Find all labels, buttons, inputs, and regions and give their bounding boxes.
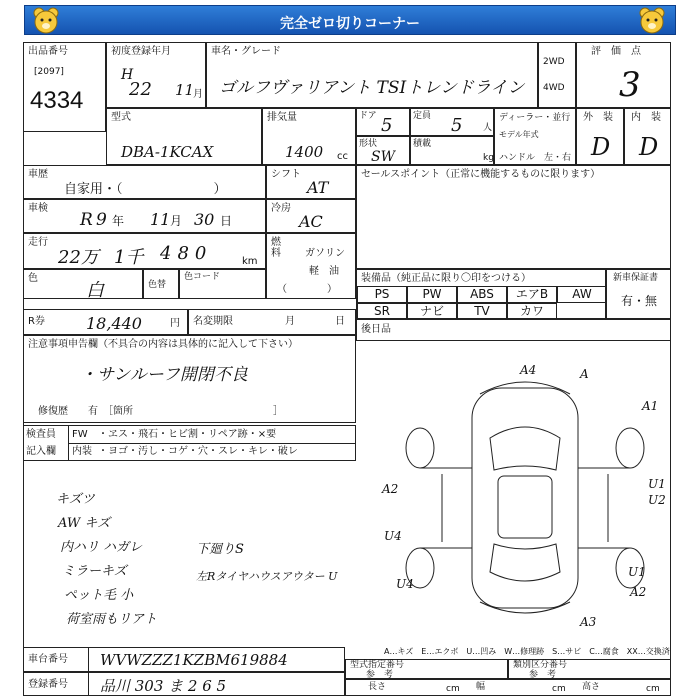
mileage-label: 走行 bbox=[28, 237, 48, 248]
lot-number: 4334 bbox=[30, 87, 84, 114]
ac-cell bbox=[266, 199, 356, 233]
mascot-bear-icon bbox=[637, 6, 667, 36]
inspection-cell bbox=[23, 199, 266, 233]
load-label: 積載 bbox=[413, 139, 432, 149]
color-value: 白 bbox=[86, 280, 104, 301]
mileage-unit: km bbox=[242, 256, 258, 267]
banner-title: 完全ゼロ切りコーナー bbox=[280, 16, 420, 32]
color-swatch-cell bbox=[143, 269, 179, 299]
inspector-fw-label: FW bbox=[72, 429, 88, 440]
name-change-cell bbox=[188, 309, 356, 335]
score-cell bbox=[576, 42, 671, 108]
color-cell bbox=[23, 269, 143, 299]
color-label: 色 bbox=[28, 273, 38, 284]
color-code-cell bbox=[179, 269, 266, 299]
inspection-label: 車検 bbox=[28, 203, 48, 214]
dealer-label: ディーラー・並行 bbox=[499, 113, 571, 123]
header-banner bbox=[24, 5, 676, 35]
dims-width: 幅 bbox=[476, 682, 486, 692]
mileage-sen: 1千 bbox=[114, 247, 144, 268]
color-swatch-label: 色替 bbox=[148, 280, 167, 290]
lot-label: 出品番号 bbox=[28, 46, 68, 57]
displacement-cell bbox=[262, 108, 356, 165]
shape-label: 形状 bbox=[359, 139, 378, 149]
dealer-cell bbox=[494, 108, 576, 165]
mileage-man: 22万 bbox=[58, 247, 99, 268]
damage-mark: U4 bbox=[384, 529, 402, 543]
model-cell bbox=[106, 108, 262, 165]
equipment-item: PS bbox=[357, 286, 407, 303]
equipment-label: 装備品（純正品に限り〇印をつける） bbox=[361, 273, 531, 284]
capacity-cell bbox=[410, 108, 494, 136]
warranty-cell bbox=[606, 269, 671, 319]
equipment-item: PW bbox=[407, 286, 457, 303]
damage-mark: A4 bbox=[520, 363, 537, 377]
registration-month-unit: 月 bbox=[193, 89, 203, 100]
doors-cell bbox=[356, 108, 410, 136]
fuel-label: 燃料 bbox=[271, 237, 281, 259]
equipment-item: AW bbox=[557, 286, 607, 303]
drive-2wd: 2WD bbox=[543, 57, 565, 67]
inspection-month-unit: 月 bbox=[170, 214, 183, 228]
dims-unit-2: cm bbox=[552, 684, 566, 694]
recycle-value: 18,440 bbox=[86, 314, 142, 333]
shift-value: AT bbox=[307, 178, 329, 197]
class-number-label: 類別区分番号 bbox=[513, 660, 568, 670]
lot-cell bbox=[23, 42, 106, 132]
recycle-label: R券 bbox=[28, 316, 45, 327]
equipment-item: エアB bbox=[507, 286, 557, 303]
displacement-value: 1400 bbox=[285, 143, 324, 161]
inspector-label-2: 記入欄 bbox=[26, 446, 56, 457]
dimensions-cell bbox=[345, 679, 671, 696]
handwritten-note: キズツ bbox=[56, 492, 95, 507]
dims-unit-1: cm bbox=[446, 684, 460, 694]
load-unit: kg bbox=[483, 153, 494, 163]
warranty-label: 新車保証書 bbox=[613, 273, 659, 283]
class-number-cell bbox=[508, 659, 671, 679]
inspector-label-1: 検査員 bbox=[26, 429, 56, 440]
doors-value: 5 bbox=[381, 115, 393, 136]
handwritten-notes bbox=[56, 488, 206, 638]
inspection-year: 9 bbox=[96, 210, 107, 230]
shift-cell bbox=[266, 165, 356, 199]
name-change-month: 月 bbox=[285, 316, 295, 327]
shape-value: SW bbox=[371, 149, 395, 165]
dealer-model-year: モデル年式 bbox=[499, 130, 539, 139]
inspection-day: 30 bbox=[194, 210, 215, 229]
shift-label: シフト bbox=[271, 169, 301, 180]
model-label: 型式 bbox=[111, 112, 131, 123]
plate-cell bbox=[23, 672, 345, 696]
chassis-cell bbox=[23, 647, 345, 672]
ac-label: 冷房 bbox=[271, 203, 291, 214]
damage-mark: A1 bbox=[642, 399, 659, 413]
interior-label: 内 装 bbox=[631, 112, 661, 123]
shape-cell bbox=[356, 136, 410, 165]
lot-id: [2097] bbox=[34, 67, 64, 77]
plate-label: 登録番号 bbox=[28, 679, 68, 690]
damage-mark: A bbox=[580, 367, 589, 381]
dealer-handle: ハンドル 左・右 bbox=[499, 153, 572, 163]
exterior-score-cell bbox=[576, 108, 624, 165]
equipment-item: TV bbox=[457, 303, 507, 320]
category-value: 自家用・（ ） bbox=[64, 182, 227, 197]
damage-mark: U4 bbox=[396, 577, 414, 591]
damage-legend: A…キズ E…エクボ U…凹み W…修理跡 S…サビ C…腐食 XX…交換済 bbox=[384, 647, 670, 656]
diagram-note-underbody: 下廻りS bbox=[196, 542, 244, 557]
load-cell bbox=[410, 136, 494, 165]
dims-unit-3: cm bbox=[646, 684, 660, 694]
handwritten-note: ペット毛 小 bbox=[64, 588, 134, 603]
sales-point-cell bbox=[356, 165, 671, 269]
inspector-interior-options: ・ヨゴ・汚し・コゲ・穴・スレ・キレ・破レ bbox=[98, 446, 298, 457]
doors-label: ドア bbox=[359, 111, 377, 121]
damage-mark: A2 bbox=[382, 482, 399, 496]
warranty-value: 有・無 bbox=[621, 294, 658, 308]
type-designation-cell bbox=[345, 659, 508, 679]
fuel-other: （ ） bbox=[277, 284, 337, 295]
equipment-cell bbox=[356, 269, 606, 319]
chassis-label: 車台番号 bbox=[28, 654, 68, 665]
legend-row bbox=[356, 645, 671, 659]
drive-cell bbox=[538, 42, 576, 108]
category-cell bbox=[23, 165, 266, 199]
equipment-item: ABS bbox=[457, 286, 507, 303]
model-value: DBA-1KCAX bbox=[121, 143, 214, 161]
capacity-value: 5 bbox=[451, 115, 463, 136]
rear-items-cell bbox=[356, 319, 671, 341]
recycle-unit: 円 bbox=[170, 318, 180, 329]
repair-history: 修復歴 有 ［箇所 ］ bbox=[38, 406, 283, 417]
type-designation-ref: 参 考 bbox=[366, 670, 394, 680]
plate-value: 品川 303 ま 2 6 5 bbox=[100, 677, 227, 695]
notes-label: 注意事項申告欄（不具合の内容は具体的に記入して下さい） bbox=[28, 339, 298, 350]
chassis-value: WVWZZZ1KZBM619884 bbox=[100, 651, 288, 669]
name-change-label: 名変期限 bbox=[193, 316, 233, 327]
sales-point-label: セールスポイント（正常に機能するものに限ります） bbox=[361, 169, 601, 180]
mileage-cell bbox=[23, 233, 266, 269]
handwritten-note: 荷室雨もリアト bbox=[66, 612, 158, 627]
inspector-fw-options: ・ヱス・飛石・ヒビ割・リペア跡・×要 bbox=[98, 429, 277, 440]
damage-mark: A2 bbox=[630, 585, 647, 599]
equipment-grid bbox=[357, 286, 607, 320]
diagram-note-wheelhouse: 左Rタイヤハウスアウター U bbox=[196, 570, 338, 583]
inspection-month: 11 bbox=[150, 210, 171, 229]
ac-value: AC bbox=[299, 212, 323, 231]
car-name-label: 車名・グレード bbox=[211, 46, 281, 57]
inspector-cell bbox=[23, 425, 356, 461]
handwritten-note: AW キズ bbox=[58, 516, 111, 531]
car-name-cell bbox=[206, 42, 538, 108]
capacity-label: 定員 bbox=[413, 111, 432, 121]
diagram-notes bbox=[196, 538, 356, 598]
capacity-unit: 人 bbox=[483, 123, 493, 133]
interior-score-cell bbox=[624, 108, 671, 165]
equipment-item: SR bbox=[357, 303, 407, 320]
car-damage-diagram bbox=[380, 358, 670, 648]
damage-mark: U1 bbox=[648, 477, 666, 491]
dims-height: 高さ bbox=[582, 682, 601, 692]
rear-items-label: 後日品 bbox=[361, 324, 391, 335]
handwritten-note: 内ハリ ハガレ bbox=[60, 540, 143, 555]
inspector-interior-label: 内装 bbox=[72, 446, 92, 457]
inspection-day-unit: 日 bbox=[220, 214, 233, 228]
notes-cell bbox=[23, 335, 356, 423]
damage-mark: A3 bbox=[580, 615, 597, 629]
handwritten-note: ミラーキズ bbox=[62, 564, 127, 579]
fuel-diesel: 軽 油 bbox=[309, 266, 339, 277]
damage-mark: U1 bbox=[628, 565, 646, 579]
mileage-digits: 480 bbox=[160, 243, 213, 264]
class-number-ref: 参 考 bbox=[529, 670, 557, 680]
displacement-unit: cc bbox=[337, 151, 348, 162]
damage-mark: U2 bbox=[648, 493, 666, 507]
type-designation-label: 型式指定番号 bbox=[350, 660, 405, 670]
registration-label: 初度登録年月 bbox=[111, 46, 171, 57]
registration-era: H bbox=[121, 67, 134, 83]
score-value: 3 bbox=[619, 65, 641, 105]
registration-cell bbox=[106, 42, 206, 108]
displacement-label: 排気量 bbox=[267, 112, 297, 123]
equipment-item: カワ bbox=[507, 303, 557, 320]
dims-length: 長さ bbox=[368, 682, 387, 692]
inspection-year-unit: 年 bbox=[112, 214, 125, 228]
score-label: 評 価 点 bbox=[591, 46, 641, 57]
notes-value: ・サンルーフ開閉不良 bbox=[80, 365, 248, 385]
color-code-label: 色コード bbox=[184, 272, 221, 282]
fuel-gasoline: ガソリン bbox=[305, 248, 345, 259]
interior-value: D bbox=[639, 133, 659, 161]
equipment-item: ナビ bbox=[407, 303, 457, 320]
registration-month: 11 bbox=[175, 81, 195, 99]
inspection-era: R bbox=[80, 210, 93, 230]
drive-4wd: 4WD bbox=[543, 83, 565, 93]
name-change-day: 日 bbox=[335, 316, 345, 327]
recycle-cell bbox=[23, 309, 188, 335]
registration-year: 22 bbox=[129, 79, 152, 100]
fuel-cell bbox=[266, 233, 356, 299]
category-label: 車歴 bbox=[28, 169, 48, 180]
car-name-value: ゴルフヴァリアント TSIトレンドライン bbox=[219, 78, 525, 98]
exterior-label: 外 装 bbox=[583, 112, 613, 123]
exterior-value: D bbox=[591, 133, 611, 161]
